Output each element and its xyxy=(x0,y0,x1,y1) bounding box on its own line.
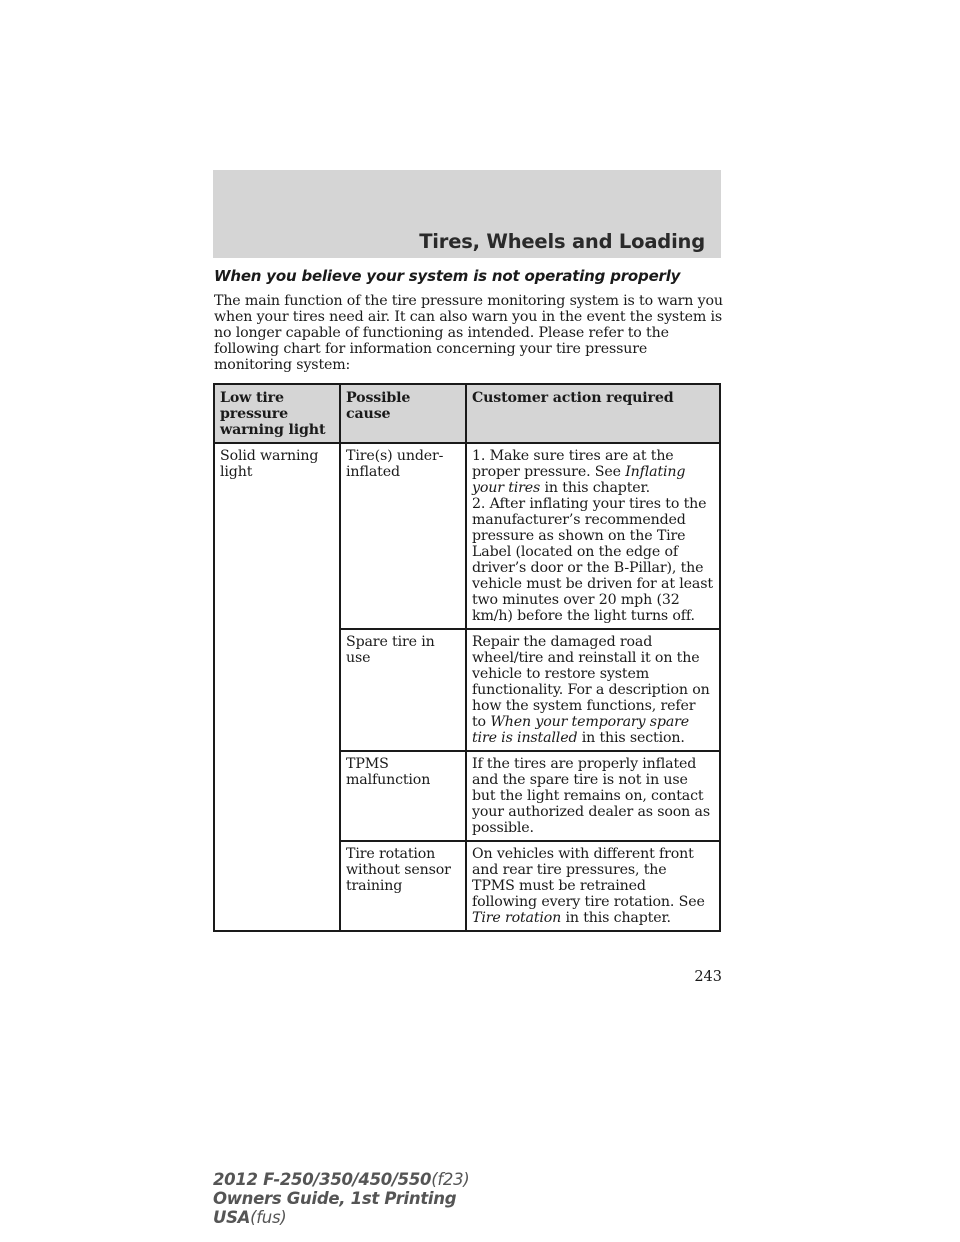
action-text: 2. After inflating your tires to the manufacturer’s recommended pressure as shown on the Tire Label (located on the edge of driver’s door or the B-Pillar), the vehicle must be driven for at least two minutes over 20 mph (32 km/h) before the light turns off. xyxy=(472,496,713,624)
footer-model: 2012 F-250/350/450/550 xyxy=(213,1170,432,1189)
chapter-title: Tires, Wheels and Loading xyxy=(419,230,705,253)
cause-cell: TPMS malfunction xyxy=(340,751,466,841)
action-cell xyxy=(466,841,720,931)
page-number: 243 xyxy=(694,969,722,985)
cross-reference: Tire rotation xyxy=(472,910,562,926)
footer-line-model xyxy=(213,1170,469,1189)
table-header-row xyxy=(214,384,720,443)
action-cell xyxy=(466,629,720,751)
action-text: Repair the damaged road wheel/tire and reinstall it on the vehicle to restore system functionality. For a description on how the system functions, refer to xyxy=(472,634,710,730)
cause-cell: Spare tire in use xyxy=(340,629,466,751)
cross-reference: Inflating your tires xyxy=(472,464,686,496)
action-cell: If the tires are properly inflated and the spare tire is not in use but the light remains on, contact your authorized dealer as soon as possible. xyxy=(466,751,720,841)
header-customer-action: Customer action required xyxy=(466,384,720,443)
footer-region-code: (fus) xyxy=(250,1208,287,1227)
section-heading: When you believe your system is not operating properly xyxy=(214,267,681,285)
cause-cell: Tire(s) under-inflated xyxy=(340,443,466,629)
footer-line-edition: Owners Guide, 1st Printing xyxy=(213,1189,457,1208)
header-warning-light: Low tire pressure warning light xyxy=(214,384,340,443)
table-row xyxy=(214,443,720,629)
action-cell xyxy=(466,443,720,629)
cause-cell: Tire rotation without sensor training xyxy=(340,841,466,931)
action-text: in this section. xyxy=(577,730,685,746)
warning-light-cell: Solid warning light xyxy=(214,443,340,931)
document-footer xyxy=(213,1170,469,1227)
tpms-troubleshooting-table xyxy=(213,383,721,932)
footer-line-region xyxy=(213,1208,469,1227)
header-possible-cause: Possible cause xyxy=(340,384,466,443)
intro-paragraph: The main function of the tire pressure monitoring system is to warn you when your tires need air. It can also warn you in the event the system is no longer capable of functioning as intended. Please refer to the following chart for information concerning your tire pressure monitoring system: xyxy=(214,293,723,373)
cross-reference: When your temporary spare tire is installed xyxy=(472,714,690,746)
footer-region: USA xyxy=(213,1208,251,1227)
action-text: in this chapter. xyxy=(561,910,671,926)
action-text: in this chapter. xyxy=(540,480,650,496)
chapter-header-band xyxy=(213,170,721,258)
action-text: 1. Make sure tires are at the proper pressure. See xyxy=(472,448,674,480)
action-text: On vehicles with different front and rear tire pressures, the TPMS must be retrained following every tire rotation. See xyxy=(472,846,705,910)
footer-model-code: (f23) xyxy=(431,1170,470,1189)
